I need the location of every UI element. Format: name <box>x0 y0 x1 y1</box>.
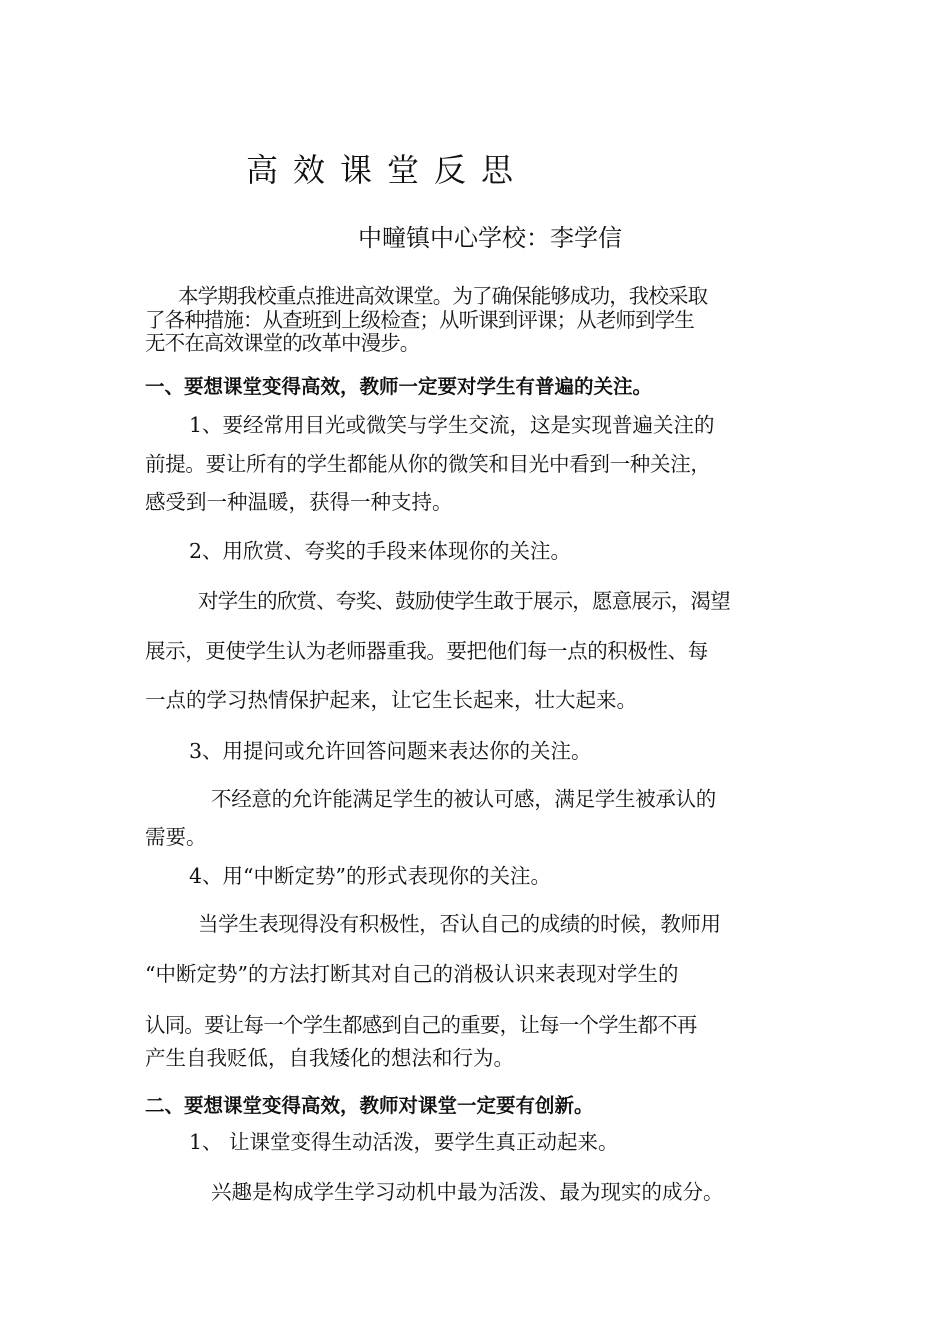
paragraph-line: 1、 让课堂变得生动活泼，要学生真正动起来。 <box>189 1130 619 1154</box>
paragraph-line: 认同。要让每一个学生都感到自己的重要，让每一个学生都不再 <box>145 1013 697 1037</box>
paragraph-line: 感受到一种温暖，获得一种支持。 <box>145 490 453 514</box>
paragraph-line: 2、用欣赏、夸奖的手段来体现你的关注。 <box>189 539 572 563</box>
paragraph-line: 本学期我校重点推进高效课堂。为了确保能够成功，我校采取 <box>178 284 708 308</box>
paragraph-line: 不经意的允许能满足学生的被认可感，满足学生被承认的 <box>211 787 716 811</box>
paragraph-line: 3、用提问或允许回答问题来表达你的关注。 <box>189 739 592 763</box>
paragraph-line: 一点的学习热情保护起来，让它生长起来，壮大起来。 <box>145 688 637 712</box>
author-line: 中疃镇中心学校：李学信 <box>358 224 622 252</box>
document-title: 高效课堂反思 <box>246 151 529 189</box>
section-heading: 二、要想课堂变得高效，教师对课堂一定要有创新。 <box>145 1094 594 1117</box>
paragraph-line: 产生自我贬低，自我矮化的想法和行为。 <box>145 1046 514 1070</box>
paragraph-line: 了各种措施：从查班到上级检查；从听课到评课；从老师到学生 <box>145 308 694 332</box>
paragraph-line: 需要。 <box>145 825 207 849</box>
paragraph-line: 当学生表现得没有积极性，否认自己的成绩的时候，教师用 <box>198 912 721 936</box>
paragraph-line: 前提。要让所有的学生都能从你的微笑和目光中看到一种关注， <box>145 452 711 476</box>
paragraph-line: “中断定势”的方法打断其对自己的消极认识来表现对学生的 <box>145 962 679 986</box>
paragraph-line: 兴趣是构成学生学习动机中最为活泼、最为现实的成分。 <box>211 1180 724 1204</box>
paragraph-line: 对学生的欣赏、夸奖、鼓励使学生敢于展示，愿意展示，渴望 <box>198 589 730 613</box>
paragraph-line: 1、要经常用目光或微笑与学生交流，这是实现普遍关注的 <box>189 413 715 437</box>
paragraph-line: 无不在高效课堂的改革中漫步。 <box>145 331 420 355</box>
paragraph-line: 4、用“中断定势”的形式表现你的关注。 <box>189 864 552 888</box>
section-heading: 一、要想课堂变得高效，教师一定要对学生有普遍的关注。 <box>145 375 653 398</box>
paragraph-line: 展示，更使学生认为老师器重我。要把他们每一点的积极性、每 <box>145 639 708 663</box>
